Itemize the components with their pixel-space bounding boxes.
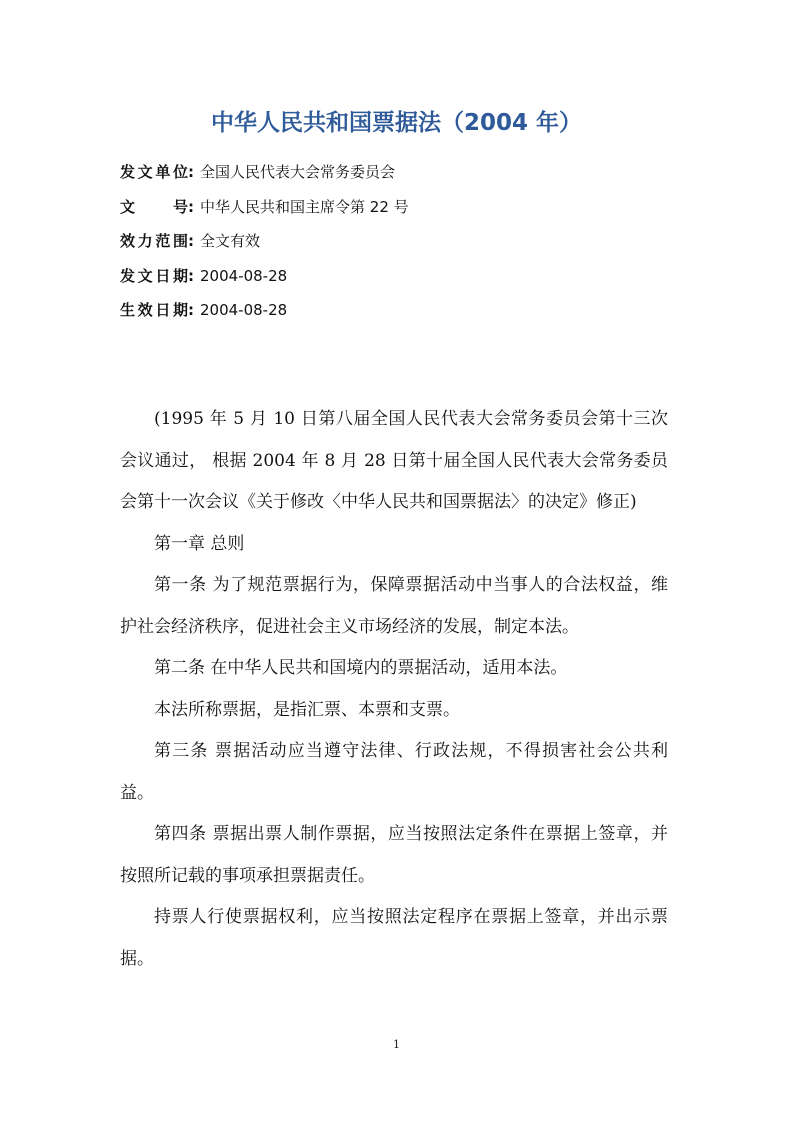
meta-label: 生效日期 [120, 301, 188, 319]
meta-label: 发文单位 [120, 163, 188, 181]
meta-row-scope [120, 224, 680, 259]
meta-value: 全文有效 [200, 232, 261, 250]
page-number: 1 [393, 1038, 400, 1051]
meta-row-issuer [120, 155, 680, 190]
article-paragraph: 第四条 票据出票人制作票据，应当按照法定条件在票据上签章，并按照所记载的事项承担票据责任。 [120, 824, 668, 886]
document-body [120, 399, 668, 980]
meta-row-issue-date [120, 259, 680, 294]
meta-row-effective-date [120, 293, 680, 328]
article-paragraph: 持票人行使票据权利，应当按照法定程序在票据上签章，并出示票据。 [120, 907, 668, 969]
meta-colon: : [188, 266, 194, 285]
document-metadata [120, 155, 680, 328]
meta-colon: : [188, 232, 194, 250]
article-paragraph: 第二条 在中华人民共和国境内的票据活动，适用本法。 [154, 658, 568, 678]
meta-value: 2004-08-28 [200, 266, 288, 285]
article-paragraph: 第一条 为了规范票据行为，保障票据活动中当事人的合法权益，维护社会经济秩序，促进社会主义市场经济的发展，制定本法。 [120, 575, 668, 637]
chapter-heading: 第一章 总则 [154, 533, 245, 554]
meta-label: 发文日期 [120, 266, 188, 285]
meta-label: 文号 [120, 197, 188, 216]
meta-colon: : [188, 163, 194, 181]
article-paragraph: 第三条 票据活动应当遵守法律、行政法规，不得损害社会公共利益。 [120, 741, 668, 803]
meta-label: 效力范围 [120, 232, 188, 250]
document-title: 中华人民共和国票据法（2004 年） [210, 110, 583, 136]
meta-value: 中华人民共和国主席令第 22 号 [200, 197, 409, 216]
meta-colon: : [188, 197, 194, 216]
preamble-paragraph: (1995 年 5 月 10 日第八届全国人民代表大会常务委员会第十三次会议通过， 根据 2004 年 8 月 28 日第十届全国人民代表大会常务委员会第十一次会议《关于修改〈中华人民共和国票据法〉的决定》修正) [120, 409, 668, 512]
meta-value: 2004-08-28 [200, 301, 288, 319]
meta-value: 全国人民代表大会常务委员会 [200, 163, 396, 181]
meta-row-doc-number [120, 190, 680, 225]
meta-colon: : [188, 301, 194, 319]
article-paragraph: 本法所称票据，是指汇票、本票和支票。 [154, 699, 460, 720]
